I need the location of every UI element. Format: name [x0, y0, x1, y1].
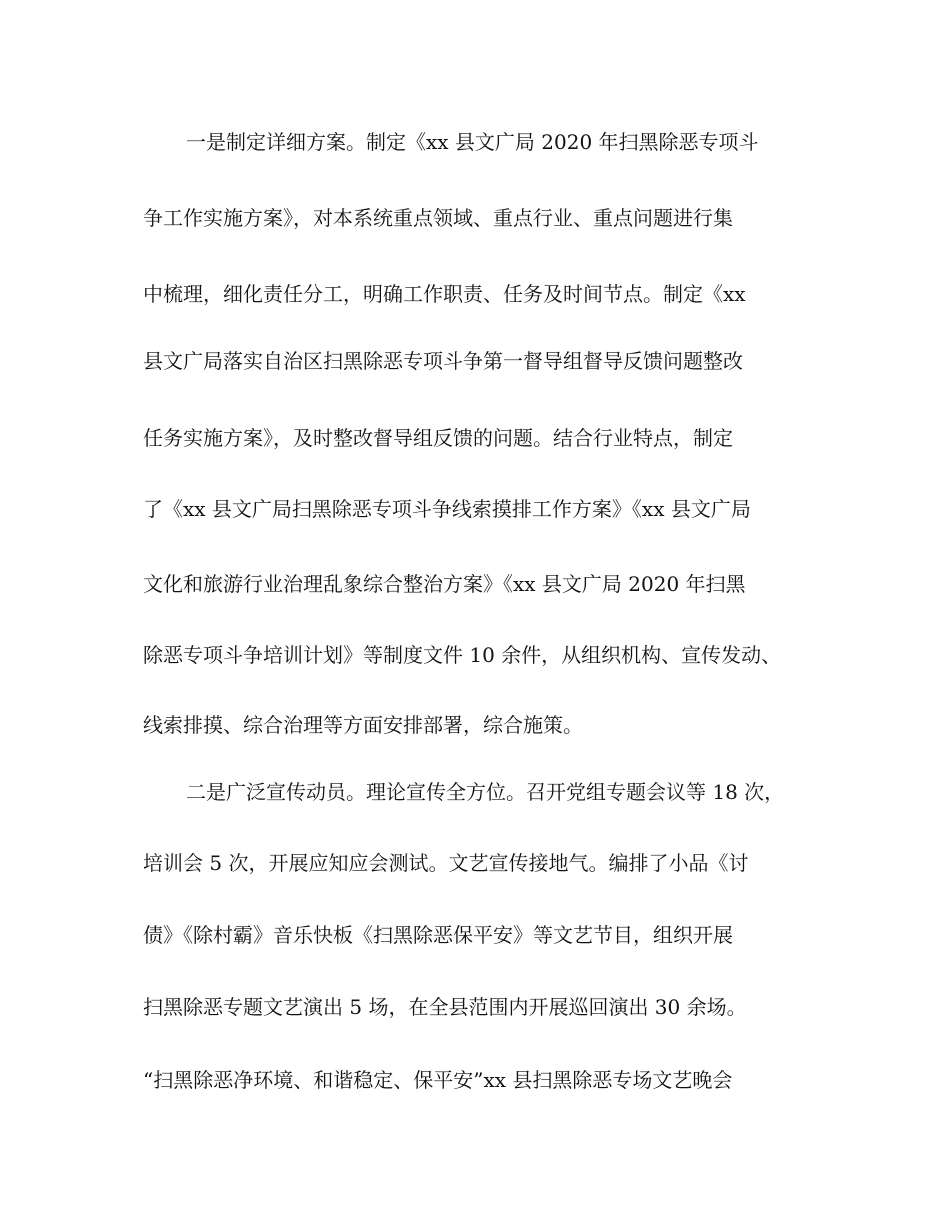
paragraph-1-line-6: 了《xx 县文广局扫黑除恶专项斗争线索摸排工作方案》《xx 县文广局: [143, 497, 751, 521]
paragraph-2-line-5: “扫黑除恶净环境、和谐稳定、保平安”xx 县扫黑除恶专场文艺晚会: [143, 1068, 733, 1092]
paragraph-1-line-3: 中梳理，细化责任分工，明确工作职责、任务及时间节点。制定《xx: [143, 282, 746, 306]
paragraph-1-line-4: 县文广局落实自治区扫黑除恶专项斗争第一督导组督导反馈问题整改: [143, 349, 743, 373]
paragraph-2-line-3: 债》《除村霸》音乐快板《扫黑除恶保平安》等文艺节目，组织开展: [143, 923, 733, 947]
paragraph-1-line-7: 文化和旅游行业治理乱象综合整治方案》《xx 县文广局 2020 年扫黑: [143, 572, 746, 596]
paragraph-1-line-8: 除恶专项斗争培训计划》等制度文件 10 余件，从组织机构、宣传发动、: [143, 643, 782, 667]
paragraph-1-line-9: 线索排摸、综合治理等方面安排部署，综合施策。: [143, 713, 583, 737]
paragraph-1-line-2: 争工作实施方案》，对本系统重点领域、重点行业、重点问题进行集: [143, 206, 733, 230]
paragraph-1-line-1: 一是制定详细方案。制定《xx 县文广局 2020 年扫黑除恶专项斗: [186, 130, 759, 154]
paragraph-1-line-5: 任务实施方案》，及时整改督导组反馈的问题。结合行业特点，制定: [143, 426, 733, 450]
paragraph-2-line-1: 二是广泛宣传动员。理论宣传全方位。召开党组专题会议等 18 次，: [186, 780, 785, 804]
paragraph-2-line-4: 扫黑除恶专题文艺演出 5 场，在全县范围内开展巡回演出 30 余场。: [143, 995, 747, 1019]
paragraph-2-line-2: 培训会 5 次，开展应知应会测试。文艺宣传接地气。编排了小品《讨: [143, 851, 749, 875]
